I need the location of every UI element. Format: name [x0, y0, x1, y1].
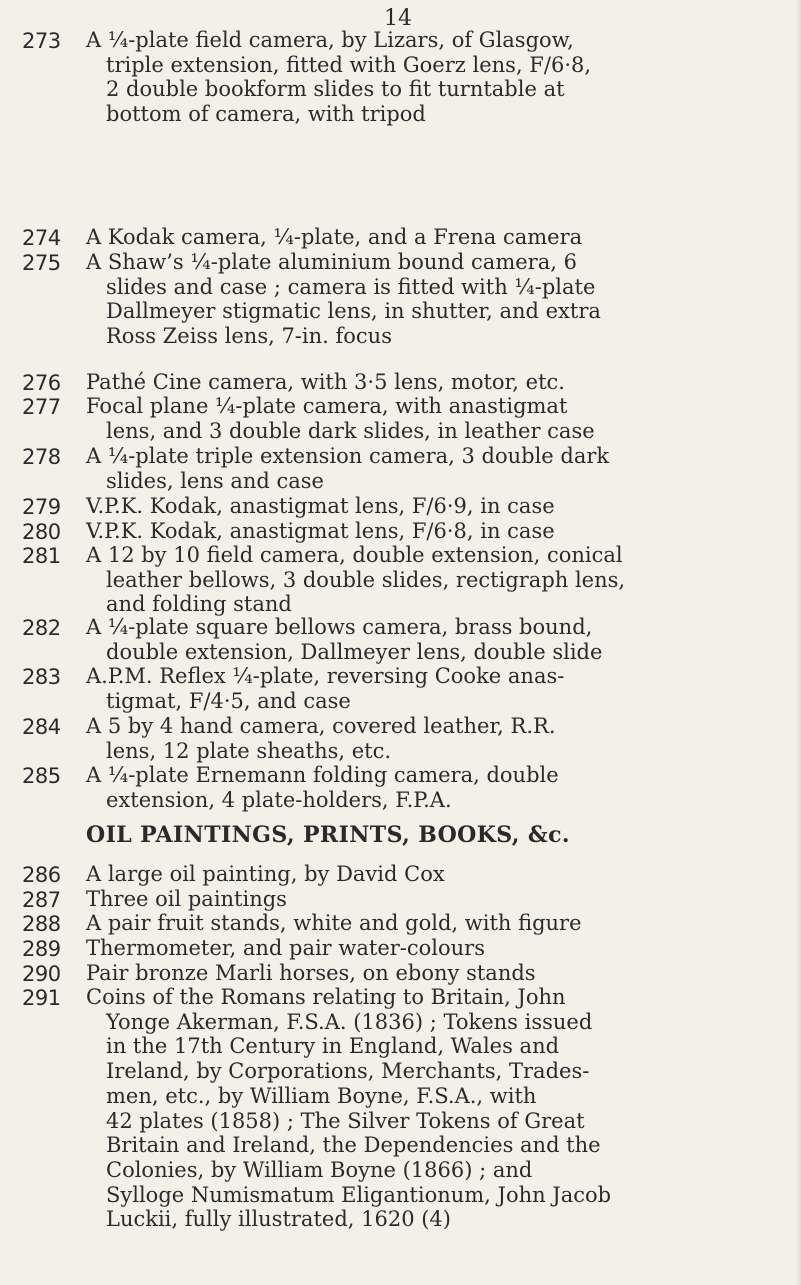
lot-number: 278: [22, 445, 61, 469]
lot-description-line: A ¼-plate square bellows camera, brass bound,: [86, 615, 593, 639]
lot-description-line: Thermometer, and pair water-colours: [86, 936, 485, 960]
lot-number: 277: [22, 395, 61, 419]
lot-description: [86, 961, 798, 986]
lot-description-line: Coins of the Romans relating to Britain, John: [86, 985, 566, 1009]
lot-description-line: Colonies, by William Boyne (1866) ; and: [106, 1157, 533, 1182]
page-number: 14: [384, 6, 412, 31]
lot-description-line: Ireland, by Corporations, Merchants, Trades-: [106, 1059, 590, 1084]
lot-description-line: Three oil paintings: [86, 887, 287, 911]
lot-number: 275: [22, 251, 61, 275]
lot-number: 291: [22, 986, 61, 1010]
lot-description: [86, 28, 798, 127]
lot-description-line: A pair fruit stands, white and gold, with figure: [86, 911, 582, 935]
lot-description-line: Pair bronze Marli horses, on ebony stands: [86, 961, 536, 985]
lot-description-line: tigmat, F/4·5, and case: [106, 688, 351, 713]
lot-number: 281: [22, 544, 61, 568]
lot-description: [86, 763, 798, 812]
lot-description-line: V.P.K. Kodak, anastigmat lens, F/6·9, in case: [86, 494, 555, 518]
lot-description: [86, 519, 798, 544]
lot-description-line: bottom of camera, with tripod: [106, 102, 426, 127]
lot-description-line: Focal plane ¼-plate camera, with anastigmat: [86, 394, 568, 418]
lot-description: [86, 936, 798, 961]
lot-description-line: Pathé Cine camera, with 3·5 lens, motor, etc.: [86, 370, 565, 394]
lot-number: 279: [22, 495, 61, 519]
lot-description-line: Ross Zeiss lens, 7-in. focus: [106, 324, 392, 349]
lot-number: 289: [22, 937, 61, 961]
lot-number: 284: [22, 715, 61, 739]
lot-description-line: A 5 by 4 hand camera, covered leather, R.R.: [86, 714, 556, 738]
lot-description: [86, 543, 798, 617]
lot-description: [86, 444, 798, 493]
lot-description-line: A Shaw’s ¼-plate aluminium bound camera, 6: [86, 250, 577, 274]
lot-description-line: Yonge Akerman, F.S.A. (1836) ; Tokens issued: [106, 1009, 593, 1034]
lot-description: [86, 370, 798, 395]
lot-description-line: slides and case ; camera is fitted with ¼-plate: [106, 274, 596, 299]
lot-description-line: extension, 4 plate-holders, F.P.A.: [106, 787, 452, 812]
lot-description-line: A ¼-plate field camera, by Lizars, of Glasgow,: [86, 28, 574, 52]
lot-description-line: Britain and Ireland, the Dependencies and the: [106, 1133, 601, 1158]
lot-description: [86, 225, 798, 250]
lot-description: [86, 394, 798, 443]
page-edge-shadow: [795, 0, 801, 1285]
lot-description-line: men, etc., by William Boyne, F.S.A., with: [106, 1083, 537, 1108]
lot-description-line: A.P.M. Reflex ¼-plate, reversing Cooke anas-: [86, 664, 565, 688]
lot-description-line: 42 plates (1858) ; The Silver Tokens of Great: [106, 1108, 585, 1133]
lot-description-line: A ¼-plate triple extension camera, 3 double dark: [86, 444, 610, 468]
lot-description: [86, 985, 798, 1232]
lot-number: 287: [22, 888, 61, 912]
lot-description: [86, 714, 798, 763]
lot-number: 282: [22, 616, 61, 640]
lot-description-line: 2 double bookform slides to fit turntable at: [106, 77, 565, 102]
lot-description-line: slides, lens and case: [106, 468, 324, 493]
lot-description-line: A ¼-plate Ernemann folding camera, double: [86, 763, 559, 787]
lot-number: 274: [22, 226, 61, 250]
lot-description-line: A 12 by 10 field camera, double extension, conical: [86, 543, 623, 567]
lot-number: 280: [22, 520, 61, 544]
lot-description: [86, 250, 798, 349]
lot-description-line: lens, and 3 double dark slides, in leather case: [106, 418, 595, 443]
lot-description-line: Sylloge Numismatum Eligantionum, John Jacob: [106, 1182, 612, 1207]
lot-description-line: and folding stand: [106, 592, 292, 617]
lot-description-line: A Kodak camera, ¼-plate, and a Frena camera: [86, 225, 583, 249]
lot-description-line: double extension, Dallmeyer lens, double slide: [106, 639, 603, 664]
lot-description: [86, 664, 798, 713]
lot-description-line: in the 17th Century in England, Wales and: [106, 1034, 560, 1059]
lot-number: 283: [22, 665, 61, 689]
lot-description-line: Luckii, fully illustrated, 1620 (4): [106, 1207, 451, 1232]
lot-description: [86, 887, 798, 912]
lot-number: 290: [22, 962, 61, 986]
lot-number: 288: [22, 912, 61, 936]
lot-description: [86, 615, 798, 664]
lot-number: 286: [22, 863, 61, 887]
lot-description: [86, 494, 798, 519]
lot-description-line: Dallmeyer stigmatic lens, in shutter, and extra: [106, 299, 601, 324]
lot-description: [86, 862, 798, 887]
lot-number: 276: [22, 371, 61, 395]
lot-description-line: triple extension, fitted with Goerz lens, F/6·8,: [106, 52, 592, 77]
lot-description: [86, 911, 798, 936]
section-heading: OIL PAINTINGS, PRINTS, BOOKS, &c.: [86, 822, 570, 848]
lot-description-line: lens, 12 plate sheaths, etc.: [106, 738, 392, 763]
lot-number: 273: [22, 29, 61, 53]
lot-description-line: leather bellows, 3 double slides, rectigraph lens,: [106, 567, 626, 592]
lot-number: 285: [22, 764, 61, 788]
lot-description-line: A large oil painting, by David Cox: [86, 862, 445, 886]
lot-description-line: V.P.K. Kodak, anastigmat lens, F/6·8, in case: [86, 519, 555, 543]
